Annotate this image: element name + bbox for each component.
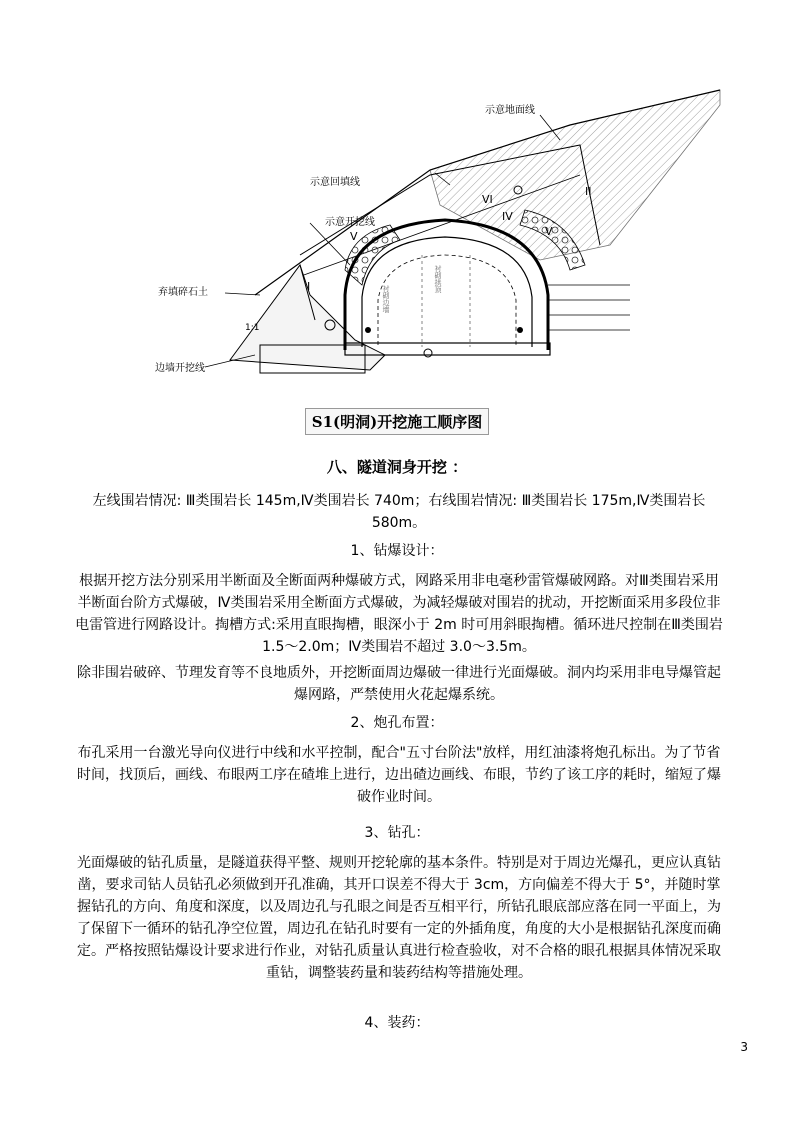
label-inner-left: 衬砌边墙 bbox=[382, 285, 390, 313]
paragraph-smooth-blast: 除非围岩破碎、节理发育等不良地质外，开挖断面周边爆破一律进行光面爆破。洞内均采用非电导爆管起爆网路，严禁使用火花起爆系统。 bbox=[77, 665, 721, 703]
subheading-drilling: 3、钻孔： bbox=[364, 825, 430, 841]
label-roman-VI: VI bbox=[482, 193, 493, 206]
label-excavation-line: 示意开挖线 bbox=[325, 217, 375, 228]
paragraph-blast-design: 根据开挖方法分别采用半断面及全断面两种爆破方式，网路采用非电毫秒雷管爆破网路。对Ⅲ类围岩采用半断面台阶方式爆破，Ⅳ类围岩采用全断面方式爆破，为减轻爆破对围岩的扰动，开挖断面采用多段位非电雷管进行网路设计。掏槽方式:采用直眼掏槽，眼深小于 2m 时可用斜眼掏槽。循环进尺控制在Ⅲ类围岩 1.5～2.0m；Ⅳ类围岩不超过 3.0～3.5m。 bbox=[75, 573, 723, 655]
paragraph-hole-layout: 布孔采用一台激光导向仪进行中线和水平控制，配合"五寸台阶法"放样，用红油漆将炮孔标出。为了节省时间，找顶后，画线、布眼两工序在碴堆上进行，边出碴边画线、布眼，节约了该工序的耗时，缩短了爆破作业时间。 bbox=[77, 745, 721, 805]
backfill-region bbox=[430, 90, 720, 260]
subheading-drill-blast: 1、钻爆设计： bbox=[350, 543, 444, 559]
subheading-charging: 4、装药： bbox=[364, 1015, 430, 1031]
paragraph-drilling: 光面爆破的钻孔质量，是隧道获得平整、规则开挖轮廓的基本条件。特别是对于周边光爆孔，更应认真钻凿，要求司钻人员钻孔必须做到开孔准确，其开口误差不得大于 3cm，方向偏差不得大于 5°，并随时掌握钻孔的方向、角度和深度，以及周边孔与孔眼之间是否互相平行，所钻孔眼底部应落在同一平面上，为了保留下一循环的钻孔净空位置，周边孔在钻孔时要有一定的外插角度，角度的大小是根据钻孔深度而确定。严格按照钻爆设计要求进行作业，对钻孔质量认真进行检查验收，对不合格的眼孔根据具体情况采取重钻，调整装药量和装药结构等措施处理。 bbox=[77, 855, 721, 981]
label-slope-fill: 弃填碎石土 bbox=[158, 287, 208, 298]
label-roman-IV: IV bbox=[502, 210, 513, 223]
label-roman-V-left: V bbox=[350, 230, 358, 243]
tunnel-excavation-diagram bbox=[140, 85, 740, 390]
label-ground-line: 示意地面线 bbox=[485, 105, 535, 116]
label-roman-I: I bbox=[307, 280, 311, 293]
page-number: 3 bbox=[740, 1040, 748, 1054]
label-side-slope: 边墙开挖线 bbox=[155, 363, 205, 374]
section-heading: 八、隧道洞身开挖 ： bbox=[326, 458, 468, 476]
label-ratio: 1:1 bbox=[245, 323, 260, 333]
subheading-hole-layout: 2、炮孔布置： bbox=[350, 715, 444, 731]
label-backfill-line: 示意回填线 bbox=[310, 177, 360, 188]
label-roman-V-right: V bbox=[545, 225, 553, 238]
rock-conditions: 左线围岩情况: Ⅲ类围岩长 145m,Ⅳ类围岩长 740m；右线围岩情况: Ⅲ类围岩长 175m,Ⅳ类围岩长 580m。 bbox=[92, 493, 706, 531]
label-inner-center: 衬砌拱顶 bbox=[434, 265, 442, 293]
figure-caption: S1(明洞)开挖施工顺序图 bbox=[0, 408, 794, 435]
label-roman-II: II bbox=[585, 185, 592, 198]
